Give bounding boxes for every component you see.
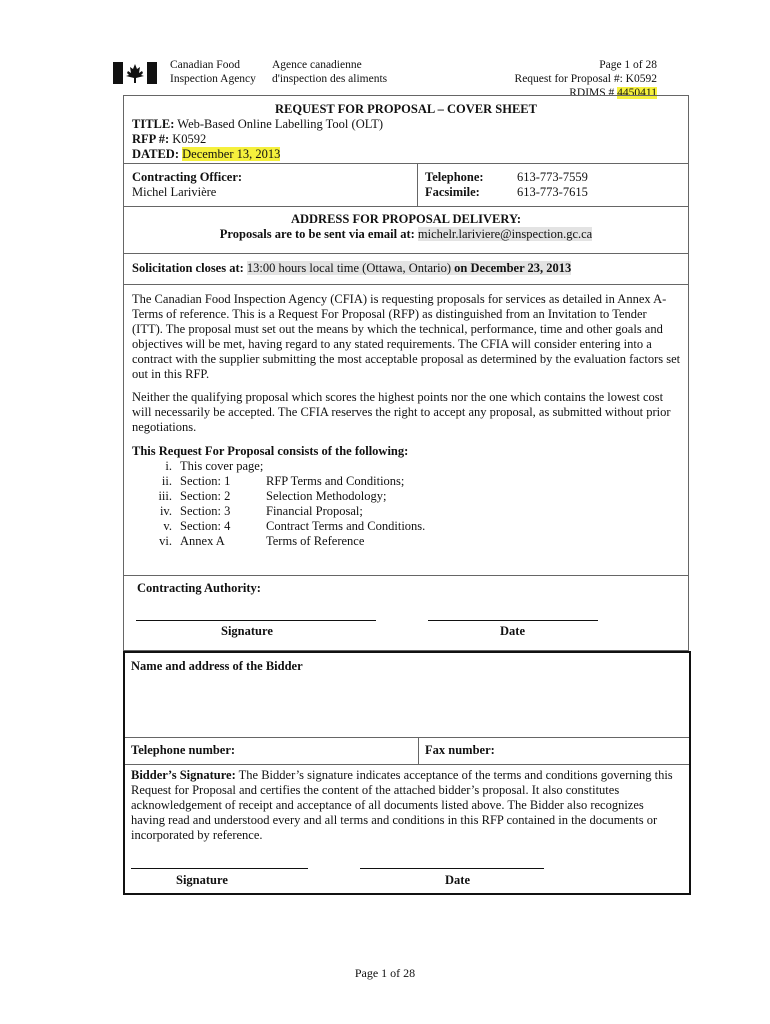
consists-heading: This Request For Proposal consists of the following:: [132, 444, 409, 458]
footer-page-number: Page 1 of 28: [354, 966, 416, 980]
closing-time: 13:00 hours local time (Ottawa, Ontario): [246, 261, 452, 275]
contracting-authority-box: [123, 575, 689, 651]
authority-date-label: Date: [500, 624, 525, 638]
selection-paragraph: Neither the qualifying proposal which scores the highest points nor the one which contains the lowest cost will necessarily be accepted. The CFIA reserves the right to accept any proposal, as submitted without prior negotiations.: [132, 390, 671, 434]
rfp-date: December 13, 2013: [182, 147, 281, 161]
cover-sheet-box: REQUEST FOR PROPOSAL – COVER SHEET TITLE: Web-Based Online Labelling Tool (OLT) RFP #: K0592 DATED: December 13, 2013: [123, 95, 689, 164]
list-item: i. This cover page;: [165, 459, 264, 473]
facsimile-value: 613-773-7615: [517, 185, 588, 199]
contents-list: [124, 459, 688, 549]
delivery-email[interactable]: michelr.lariviere@inspection.gc.ca: [417, 227, 593, 241]
bidder-date-line[interactable]: [360, 868, 544, 869]
bidder-divider: [125, 764, 689, 765]
list-item: iv. Section: 3 Financial Proposal;: [159, 504, 363, 518]
closing-date: on December 23, 2013: [454, 261, 572, 275]
header-rfp-number: Request for Proposal #: K0592: [514, 73, 657, 85]
bidder-phone-fax-divider: [418, 737, 419, 764]
authority-signature-label: Signature: [221, 624, 273, 638]
bidder-divider: [125, 737, 689, 738]
bidder-telephone-field[interactable]: Telephone number:: [131, 743, 236, 757]
rfp-number: K0592: [172, 132, 207, 146]
bidder-name-address-field[interactable]: [125, 676, 689, 736]
list-item: iii. Section: 2 Selection Methodology;: [158, 489, 387, 503]
canada-flag-logo: [113, 62, 157, 84]
contracting-officer-cell: Contracting Officer: Michel Larivière: [123, 163, 418, 207]
list-item: vi. Annex A Terms of Reference: [159, 534, 365, 548]
list-item: ii. Section: 1 RFP Terms and Conditions;: [161, 474, 405, 488]
solicitation-box: Solicitation closes at: 13:00 hours local time (Ottawa, Ontario) on December 23, 2013: [123, 253, 689, 285]
rfp-title: Web-Based Online Labelling Tool (OLT): [177, 117, 384, 131]
header-page-number: Page 1 of 28: [599, 59, 657, 71]
contact-numbers-cell: Telephone: 613-773-7559 Facsimile: 613-773-7615: [417, 163, 689, 207]
bidder-name-address-label: Name and address of the Bidder: [131, 659, 303, 673]
rdims-number: 4450411: [617, 87, 657, 99]
intro-paragraph: The Canadian Food Inspection Agency (CFIA) is requesting proposals for services as detailed in Annex A- Terms of reference. This is a Request For Proposal (RFP) as distinguished from an Invitation to Tender (ITT). The proposal must set out the means by which the technical, performance, time and other goals and objectives will be met, having regard to any stated requirements. The CFIA will consider entering into a contract with the supplier submitting the most acceptable proposal as determined by the evaluation factors set out in this RFP.: [132, 292, 681, 381]
bidder-signature-label: Signature: [176, 873, 228, 887]
telephone-value: 613-773-7559: [517, 170, 588, 184]
authority-date-line[interactable]: [428, 620, 598, 621]
authority-signature-line[interactable]: [136, 620, 376, 621]
delivery-heading: ADDRESS FOR PROPOSAL DELIVERY:: [290, 212, 522, 226]
cover-heading: REQUEST FOR PROPOSAL – COVER SHEET: [275, 102, 537, 116]
body-box: [123, 284, 689, 576]
agency-name-en: Canadian Food Inspection Agency: [170, 59, 256, 85]
officer-name: Michel Larivière: [132, 185, 217, 199]
bidder-fax-field[interactable]: Fax number:: [425, 743, 495, 757]
delivery-box: ADDRESS FOR PROPOSAL DELIVERY: Proposals are to be sent via email at: michelr.lariviere@inspection.gc.ca: [123, 206, 689, 254]
bidder-signature-text: Bidder’s Signature: The Bidder’s signature indicates acceptance of the terms and conditions governing this Request for Proposal and certifies the content of the attached bidder’s proposal. It also constitutes acknowledgement of receipt and acceptance of all documents listed above. The Bidder also recognizes having read and understood every and all terms and conditions in this RFP contained in the documents or incorporated by reference.: [131, 768, 673, 842]
bidder-signature-line[interactable]: [131, 868, 308, 869]
bidder-date-label: Date: [445, 873, 470, 887]
agency-name-fr: Agence canadienne d'inspection des aliments: [272, 59, 388, 85]
list-item: v. Section: 4 Contract Terms and Conditions.: [163, 519, 426, 533]
authority-label: Contracting Authority:: [137, 581, 261, 595]
header-reference: Page 1 of 28 Request for Proposal #: K0592 RDIMS # 4450411: [514, 59, 657, 99]
